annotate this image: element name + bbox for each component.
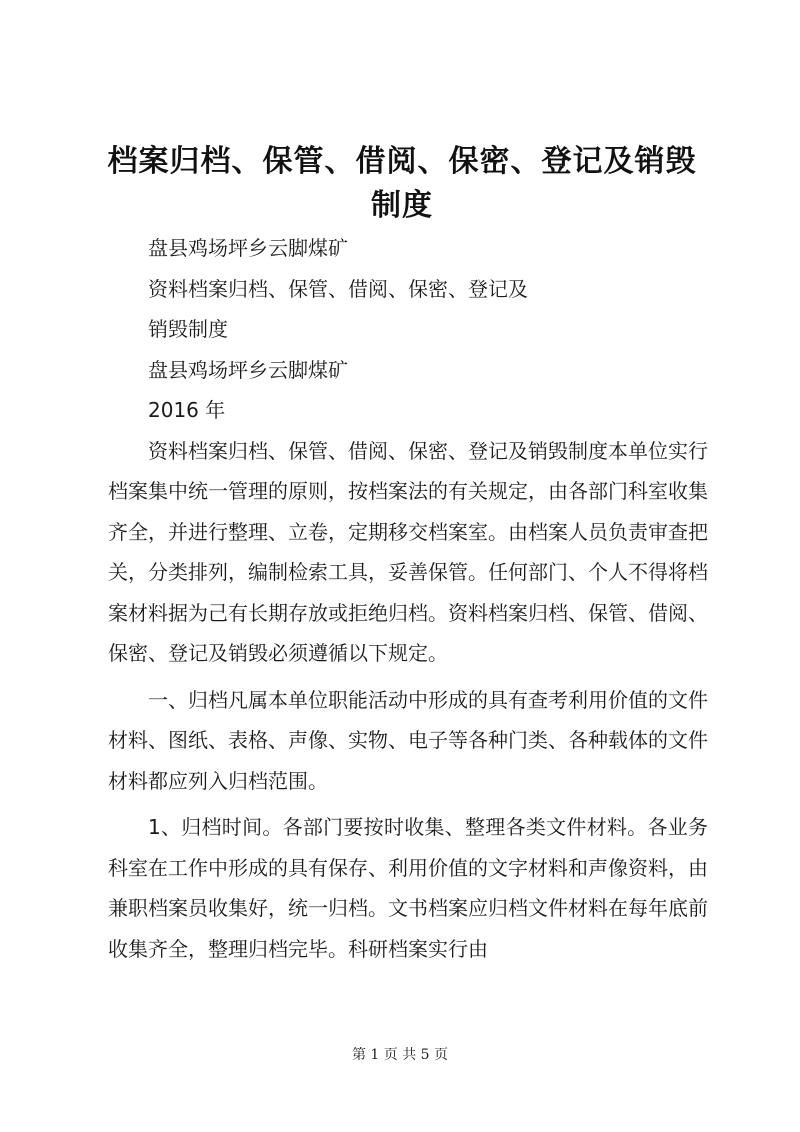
header-line-unit-repeat: 盘县鸡场坪乡云脚煤矿 [148,357,348,382]
header-line-subject-cont: 销毁制度 [148,317,228,341]
header-line-year: 2016 年 [148,398,226,422]
paragraph-section-one: 一、归档凡属本单位职能活动中形成的具有查考利用价值的文件材料、图纸、表格、声像、实物、电子等各种门类、各种载体的文件材料都应列入归档范围。 [108,687,708,793]
header-line-subject: 资料档案归档、保管、借阅、保密、登记及 [148,276,528,301]
paragraph-intro: 资料档案归档、保管、借阅、保密、登记及销毁制度本单位实行档案集中统一管理的原则，按档案法的有关规定，由各部门科室收集齐全，并进行整理、立卷，定期移交档案室。由档案人员负责审查把关，分类排列，编制检索工具，妥善保管。任何部门、个人不得将档案材料据为己有长期存放或拒绝归档。资料档案归档、保管、借阅、保密、登记及销毁必须遵循以下规定。 [108,438,708,665]
header-line-unit: 盘县鸡场坪乡云脚煤矿 [148,236,348,260]
document-body [108,228,708,969]
page-footer: 第 1 页 共 5 页 [351,1047,449,1063]
document-title: 档案归档、保管、借阅、保密、登记及销毁制度 [107,144,697,223]
paragraph-item-one: 1、归档时间。各部门要按时收集、整理各类文件材料。各业务科室在工作中形成的具有保存、利用价值的文字材料和声像资料，由兼职档案员收集好，统一归档。文书档案应归档文件材料在每年底前收集齐全，整理归档完毕。科研档案实行由 [108,815,708,961]
